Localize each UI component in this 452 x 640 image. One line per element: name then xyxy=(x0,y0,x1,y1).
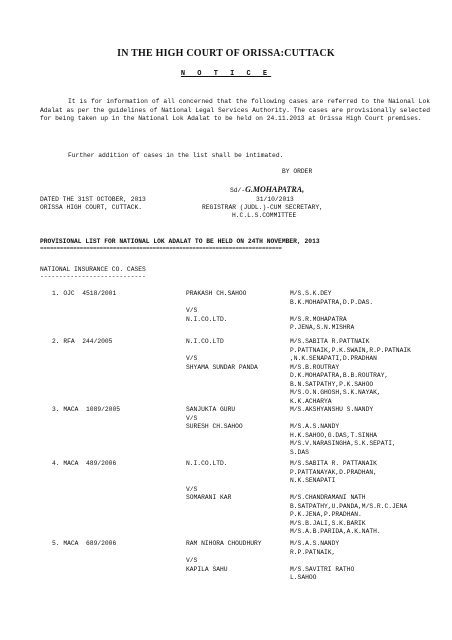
signature-sd: Sd/- xyxy=(230,187,246,194)
case-counsel: M/S.V.NARASINGHA,S.K.SEPATI, xyxy=(290,440,396,447)
case-counsel: M/S.CHANDRAMANI NATH xyxy=(290,494,366,501)
case-counsel: M/S.R.MOHAPATRA xyxy=(290,315,347,323)
case-counsel: M/S.SABITA R. PATTANAIK xyxy=(290,460,377,467)
case-party: V/S xyxy=(186,414,198,422)
intro-text: It is for information of all concerned that the following cases are referred to the Naional Lok Adalat as per the guidelines of National Legal Services Authority. The cases are provisionally selected for being taken up in the National Lok Adalat to be held on 24.11.2013 at Orissa High Court premises. xyxy=(40,98,430,122)
case-counsel: M/S.O.N.GHOSH,S.K.NAYAK, xyxy=(290,389,381,396)
case-number: 3. MACA 1089/2005 xyxy=(52,406,121,413)
case-party: SANJUKTA GURU xyxy=(186,406,236,413)
case-counsel: M/S.B.ROUTRAY xyxy=(290,363,340,371)
case-counsel: P.PATTNAIK,P.K.SWAIN,R.P.PATNAIK xyxy=(290,346,411,354)
case-counsel: D.K.MOHAPATRA,B.B.ROUTRAY, xyxy=(290,372,389,379)
case-counsel: H.K.SAHOO,G.DAS,T.SINHA xyxy=(290,431,377,439)
signature-committee: H.C.L.S.COMMITTEE xyxy=(232,212,297,219)
case-counsel: L.SAHOO xyxy=(290,574,317,581)
case-party: V/S xyxy=(186,355,198,362)
signature-designation: REGISTRAR (JUDL.)-CUM SECRETARY, xyxy=(202,204,323,211)
case-party: V/S xyxy=(186,557,198,564)
dated-line: DATED THE 31ST OCTOBER, 2013 xyxy=(40,196,146,203)
case-number: 4. MACA 489/2006 xyxy=(52,460,117,467)
case-counsel: ,N.K.SENAPATI,D.PRADHAN xyxy=(290,355,377,362)
case-counsel: B.N.SATPATHY,P.K.SAHOO xyxy=(290,380,374,388)
double-rule: ========================================================================= xyxy=(40,245,282,252)
further-note: Further addition of cases in the list shall be intimated. xyxy=(68,152,284,159)
case-counsel: M/S.A.S.NANDY xyxy=(290,540,340,547)
intro-paragraph xyxy=(40,98,430,124)
case-number: 2. RFA 244/2005 xyxy=(52,338,113,345)
case-party: KAPILA SAHU xyxy=(186,565,228,573)
signature-line xyxy=(230,186,304,194)
place-line: ORISSA HIGH COURT, CUTTACK. xyxy=(40,204,143,211)
case-counsel: R.P.PATNAIK, xyxy=(290,548,336,556)
case-party: N.I.CO.LTD. xyxy=(186,460,228,467)
case-party: PRAKASH CH.SAHOO xyxy=(186,290,247,297)
case-counsel: S.DAS xyxy=(290,448,309,456)
case-counsel: M/S.S.K.DEY xyxy=(290,290,332,297)
case-counsel: P.JENA,S.N.MISHRA xyxy=(290,324,355,331)
case-counsel: M/S.B.JALI,S.K.BARIK xyxy=(290,519,366,527)
case-number: 5. MACA 689/2006 xyxy=(52,540,117,547)
case-counsel: P.PATTANAYAK,D.PRADHAN, xyxy=(290,468,377,476)
case-party: RAM NIHORA CHOUDHURY xyxy=(186,540,262,547)
case-counsel: M/S.AKSHYANSHU S.NANDY xyxy=(290,406,374,413)
case-counsel: B.K.MOHAPATRA,D.P.DAS. xyxy=(290,298,374,306)
signature-name: G.MOHAPATRA, xyxy=(245,185,305,194)
by-order: BY ORDER xyxy=(282,168,313,175)
case-counsel: M/S.SABITA R.PATTNAIK xyxy=(290,338,370,345)
list-title: PROVISIONAL LIST FOR NATIONAL LOK ADALAT TO BE HELD ON 24TH NOVEMBER, 2013 xyxy=(40,238,320,245)
notice-heading: N O T I C E xyxy=(180,70,272,78)
case-party: V/S xyxy=(186,307,198,314)
case-party: SURESH CH.SAHOO xyxy=(186,423,243,430)
case-number: 1. OJC 4518/2001 xyxy=(52,290,117,297)
section-heading: NATIONAL INSURANCE CO. CASES xyxy=(40,266,146,273)
court-title: IN THE HIGH COURT OF ORISSA:CUTTACK xyxy=(117,48,335,59)
case-counsel: N.K.SENAPATI xyxy=(290,477,336,484)
case-counsel: K.K.ACHARYA xyxy=(290,397,332,405)
case-counsel: P.K.JENA,P.PRADHAN. xyxy=(290,511,362,518)
case-party: N.I.CO.LTD xyxy=(186,338,224,345)
case-counsel: M/S.A.S.NANDY xyxy=(290,423,340,430)
section-rule: ---------------------------- xyxy=(40,273,146,280)
signature-date: 31/10/2013 xyxy=(256,196,294,203)
case-party: V/S xyxy=(186,485,198,493)
case-counsel: M/S.SAVITRI RATHO xyxy=(290,565,355,573)
case-party: N.I.CO.LTD. xyxy=(186,315,228,323)
case-counsel: B.SATPATHY,U.PANDA,M/S.R.C.JENA xyxy=(290,502,408,510)
case-party: SOMARANI KAR xyxy=(186,494,232,501)
case-counsel: M/S.A.B.PARIDA,A.K.NATH. xyxy=(290,528,381,535)
case-party: SHYAMA SUNDAR PANDA xyxy=(186,363,258,371)
